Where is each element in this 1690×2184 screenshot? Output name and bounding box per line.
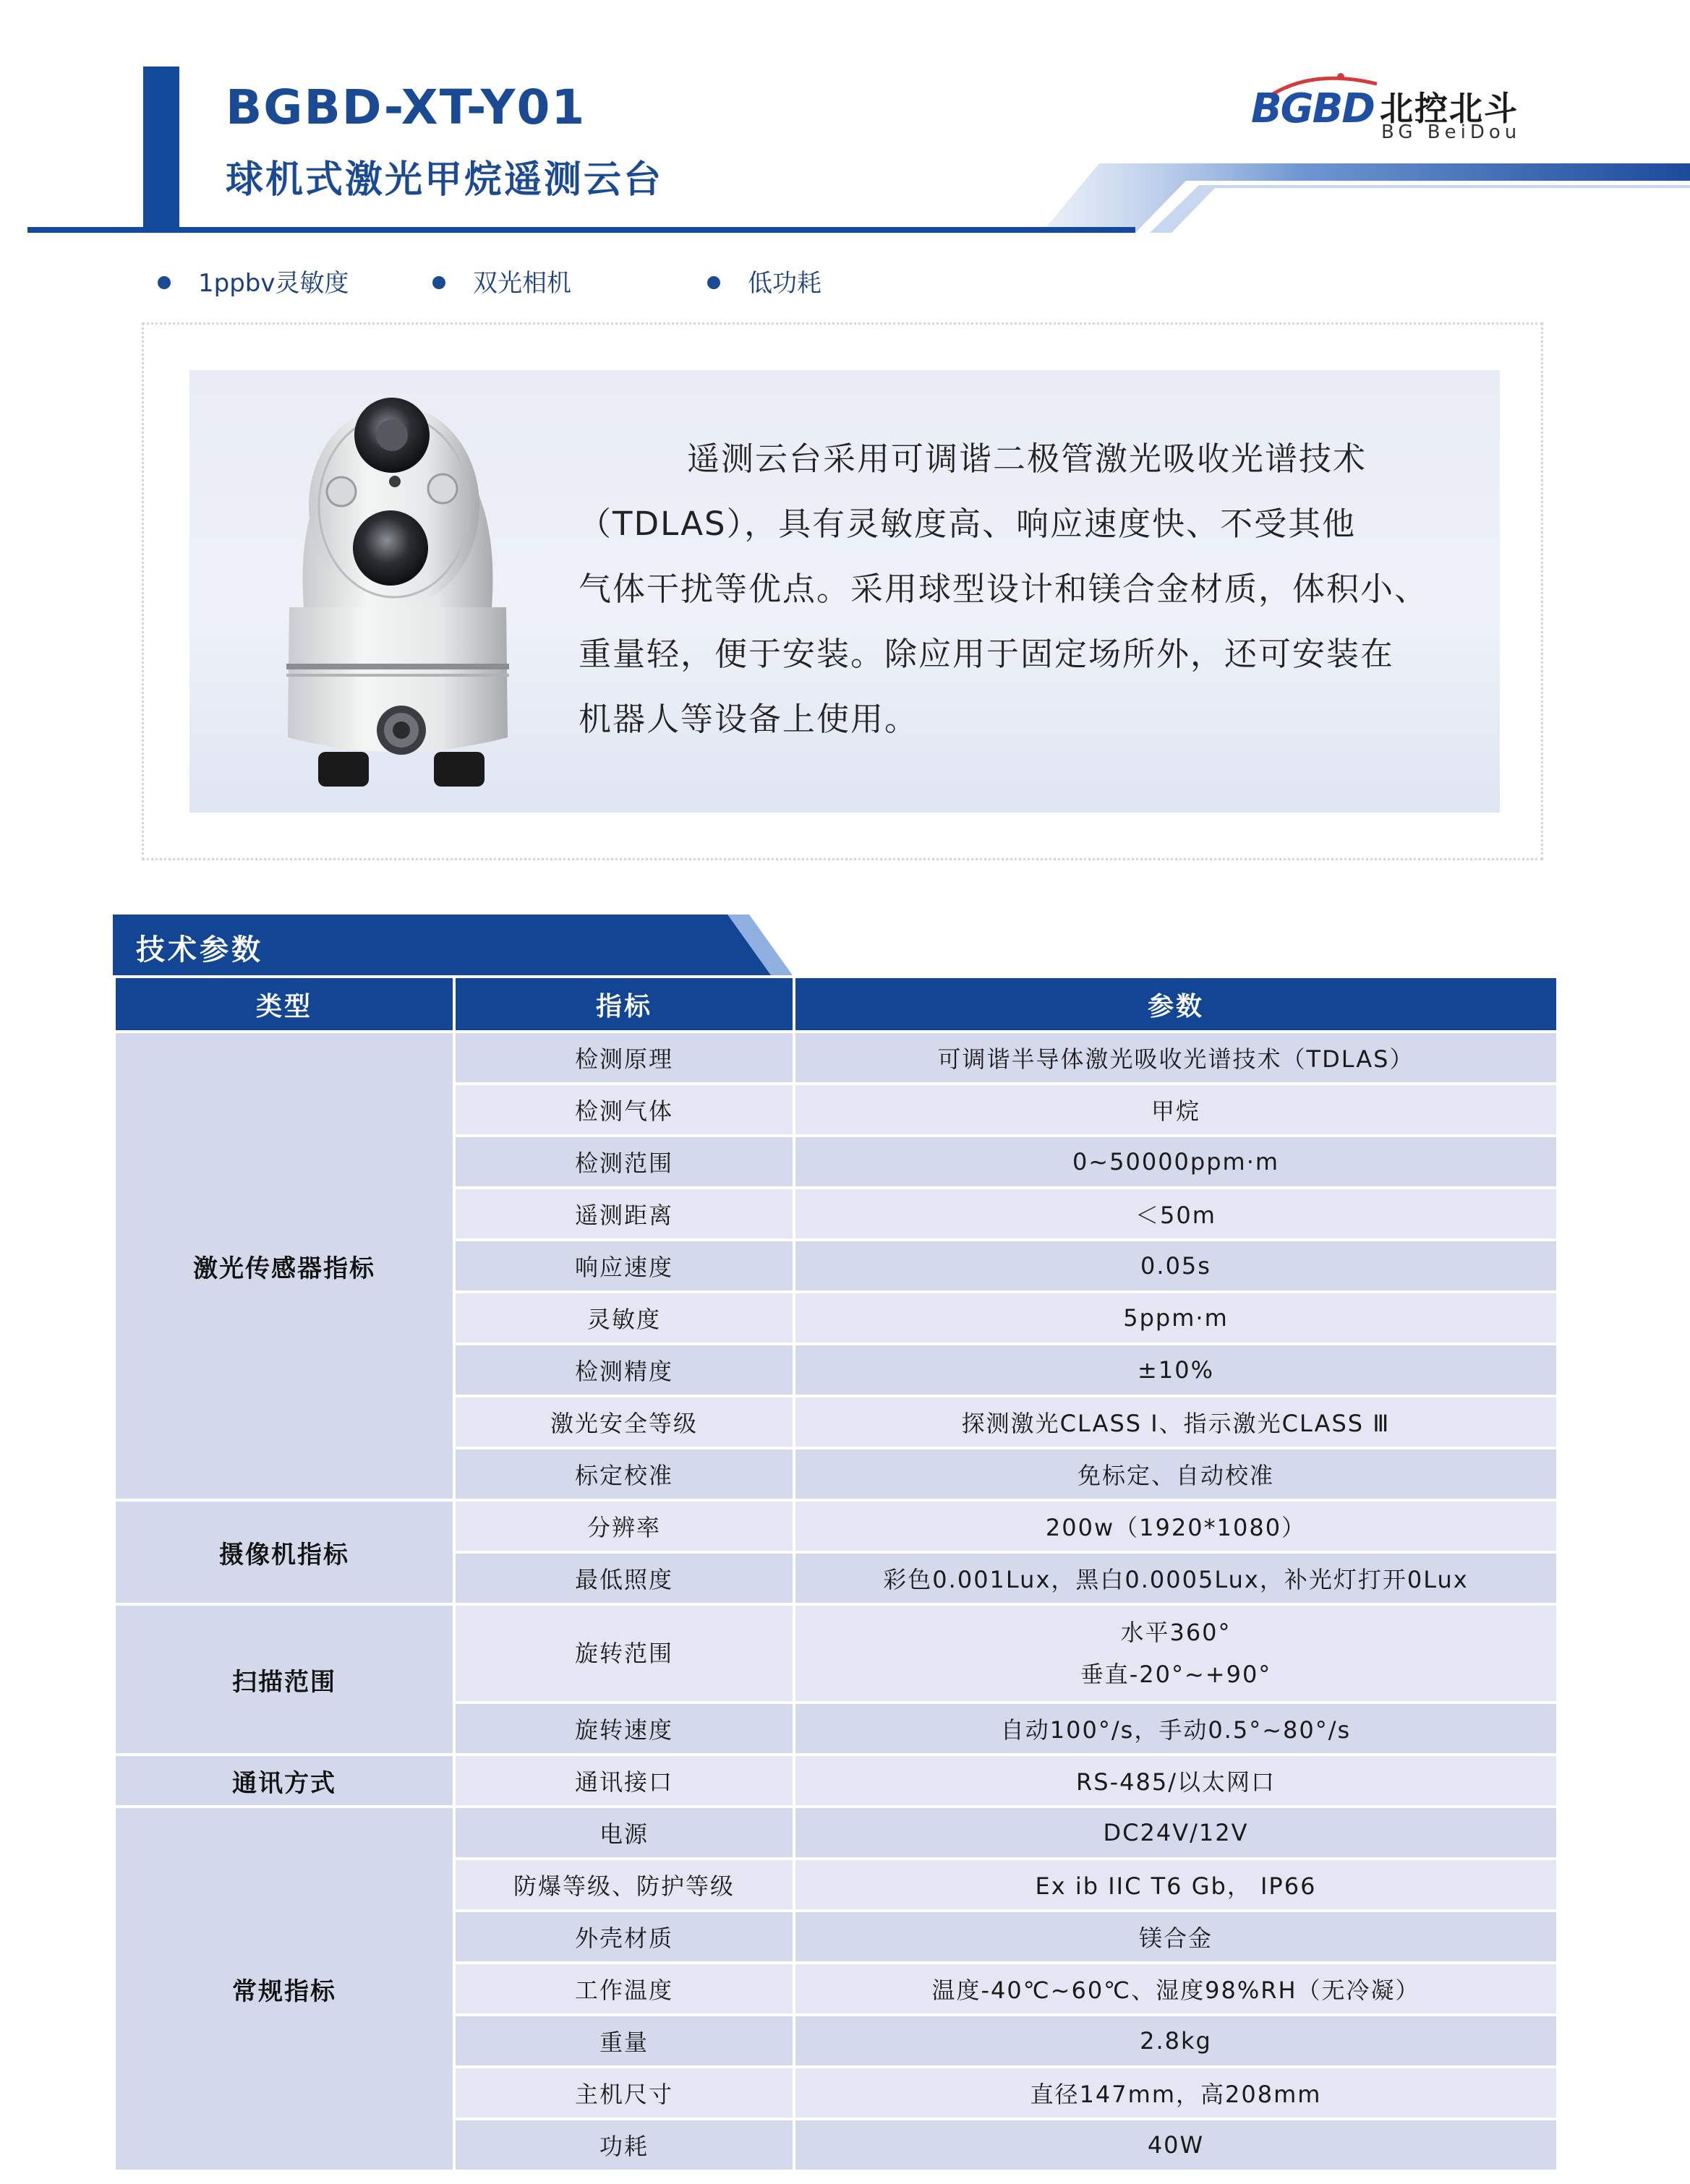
value-cell: 探测激光CLASS Ⅰ、指示激光CLASS Ⅲ: [794, 1396, 1558, 1448]
value-cell: ＜50m: [794, 1188, 1558, 1240]
intro-paragraph: [579, 427, 1475, 752]
spec-table: [113, 975, 1559, 2172]
product-name: 球机式激光甲烷遥测云台: [226, 158, 664, 202]
metric-cell: 分辨率: [454, 1500, 794, 1552]
value-cell: 彩色0.001Lux，黑白0.0005Lux，补光灯打开0Lux: [794, 1552, 1558, 1604]
metric-cell: 最低照度: [454, 1552, 794, 1604]
spec-section-title: 技术参数: [136, 933, 263, 967]
value-cell: RS-485/以太网口: [794, 1755, 1558, 1807]
metric-cell: 外壳材质: [454, 1911, 794, 1963]
metric-cell: 灵敏度: [454, 1292, 794, 1344]
brand-logo: [1251, 72, 1540, 152]
value-cell: 免标定、自动校准: [794, 1448, 1558, 1500]
table-row: [114, 1500, 1558, 1552]
table-header-row: [114, 977, 1558, 1032]
category-cell: 摄像机指标: [114, 1500, 454, 1604]
category-cell: 激光传感器指标: [114, 1032, 454, 1500]
intro-line: 机器人等设备上使用。: [579, 700, 919, 738]
header-stripe-decoration: [1041, 163, 1690, 233]
category-cell: 扫描范围: [114, 1604, 454, 1755]
intro-line: 气体干扰等优点。采用球型设计和镁合金材质，体积小、: [579, 570, 1429, 608]
metric-cell: 检测范围: [454, 1136, 794, 1188]
column-header: 类型: [114, 977, 454, 1032]
metric-cell: 检测气体: [454, 1084, 794, 1136]
header-divider: [27, 227, 1134, 233]
logo-english-name: BG BeiDou: [1381, 121, 1522, 143]
metric-cell: 遥测距离: [454, 1188, 794, 1240]
table-row: [114, 1755, 1558, 1807]
intro-line: （TDLAS），具有灵敏度高、响应速度快、不受其他: [579, 505, 1357, 543]
table-row: [114, 1032, 1558, 1084]
metric-cell: 防爆等级、防护等级: [454, 1859, 794, 1911]
value-cell: 5ppm·m: [794, 1292, 1558, 1344]
value-cell: [794, 1604, 1558, 1703]
value-cell: 0~50000ppm·m: [794, 1136, 1558, 1188]
logo-mark: BGBD: [1251, 85, 1374, 132]
intro-line: 遥测云台采用可调谐二极管激光吸收光谱技术: [687, 440, 1367, 478]
device-image: [275, 390, 521, 795]
logo-chinese-name: 北控北斗: [1380, 89, 1519, 128]
column-header: 参数: [794, 977, 1558, 1032]
value-cell: 可调谐半导体激光吸收光谱技术（TDLAS）: [794, 1032, 1558, 1084]
value-line: 水平360°: [1120, 1619, 1232, 1646]
metric-cell: 旋转速度: [454, 1703, 794, 1755]
metric-cell: 检测精度: [454, 1344, 794, 1396]
product-model: BGBD-XT-Y01: [226, 80, 586, 135]
metric-cell: 主机尺寸: [454, 2067, 794, 2119]
value-cell: 甲烷: [794, 1084, 1558, 1136]
feature-item: 1ppbv灵敏度: [158, 266, 349, 301]
metric-cell: 激光安全等级: [454, 1396, 794, 1448]
table-row: [114, 1807, 1558, 1859]
bullet-icon: [432, 276, 445, 289]
metric-cell: 电源: [454, 1807, 794, 1859]
value-cell: 直径147mm，高208mm: [794, 2067, 1558, 2119]
metric-cell: 通讯接口: [454, 1755, 794, 1807]
value-cell: ±10%: [794, 1344, 1558, 1396]
bullet-icon: [158, 276, 171, 289]
header-accent-bar: [143, 67, 179, 230]
metric-cell: 工作温度: [454, 1963, 794, 2015]
category-cell: 通讯方式: [114, 1755, 454, 1807]
value-cell: 200w（1920*1080）: [794, 1500, 1558, 1552]
value-cell: 温度-40℃~60℃、湿度98%RH（无冷凝）: [794, 1963, 1558, 2015]
value-line: 垂直-20°~+90°: [1080, 1661, 1272, 1688]
feature-item: 低功耗: [707, 266, 821, 301]
value-cell: 0.05s: [794, 1240, 1558, 1292]
metric-cell: 重量: [454, 2015, 794, 2067]
value-cell: Ex ib IIC T6 Gb， IP66: [794, 1859, 1558, 1911]
feature-item: 双光相机: [432, 266, 571, 301]
value-cell: 自动100°/s，手动0.5°~80°/s: [794, 1703, 1558, 1755]
intro-line: 重量轻，便于安装。除应用于固定场所外，还可安装在: [579, 635, 1395, 673]
value-cell: 镁合金: [794, 1911, 1558, 1963]
metric-cell: 旋转范围: [454, 1604, 794, 1703]
value-cell: 2.8kg: [794, 2015, 1558, 2067]
column-header: 指标: [454, 977, 794, 1032]
table-row: [114, 1604, 1558, 1703]
category-cell: 常规指标: [114, 1807, 454, 2171]
bullet-icon: [707, 276, 720, 289]
metric-cell: 标定校准: [454, 1448, 794, 1500]
metric-cell: 响应速度: [454, 1240, 794, 1292]
metric-cell: 检测原理: [454, 1032, 794, 1084]
feature-list: [158, 266, 1025, 301]
metric-cell: 功耗: [454, 2119, 794, 2171]
value-cell: DC24V/12V: [794, 1807, 1558, 1859]
value-cell: 40W: [794, 2119, 1558, 2171]
